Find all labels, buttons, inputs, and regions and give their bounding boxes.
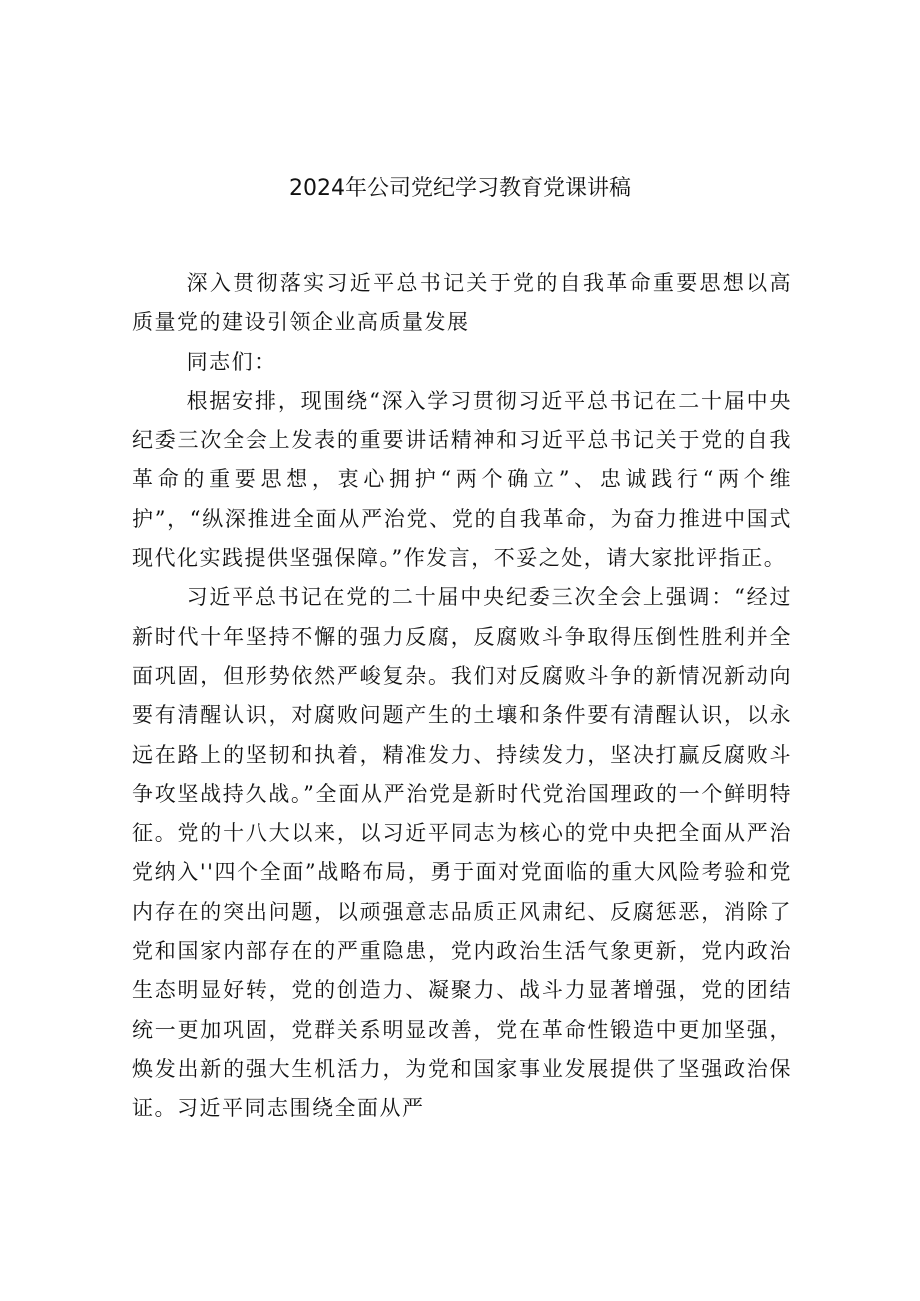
- intro-paragraph: 根据安排，现围绕“深入学习贯彻习近平总书记在二十届中央纪委三次全会上发表的重要讲话精神和习近平总书记关于党的自我革命的重要思想，衷心拥护“两个确立”、忠诚践行“两个维护”，“纵深推进全面从严治党、党的自我革命，为奋力推进中国式现代化实践提供坚强保障。”作发言，不妥之处，请大家批评指正。: [132, 388, 792, 571]
- document-body: [132, 264, 792, 1129]
- salutation-paragraph: 同志们：: [186, 349, 277, 374]
- document-title: 2024年公司党纪学习教育党课讲稿: [289, 176, 631, 201]
- subtitle-paragraph: 深入贯彻落实习近平总书记关于党的自我革命重要思想以高质量党的建设引领企业高质量发展: [132, 271, 792, 335]
- body-paragraph: 习近平总书记在党的二十届中央纪委三次全会上强调：“经过新时代十年坚持不懈的强力反腐，反腐败斗争取得压倒性胜利并全面巩固，但形势依然严峻复杂。我们对反腐败斗争的新情况新动向要有清醒认识，对腐败问题产生的土壤和条件要有清醒认识，以永远在路上的坚韧和执着，精准发力、持续发力，坚决打赢反腐败斗争攻坚战持久战。”全面从严治党是新时代党治国理政的一个鲜明特征。党的十八大以来，以习近平同志为核心的党中央把全面从严治党纳入''四个全面”战略布局，勇于面对党面临的重大风险考验和党内存在的突出问题，以顽强意志品质正风肃纪、反腐惩恶，消除了党和国家内部存在的严重隐患，党内政治生活气象更新，党内政治生态明显好转，党的创造力、凝聚力、战斗力显著增强，党的团结统一更加巩固，党群关系明显改善，党在革命性锻造中更加坚强，焕发出新的强大生机活力，为党和国家事业发展提供了坚强政治保证。习近平同志围绕全面从严: [132, 585, 792, 1121]
